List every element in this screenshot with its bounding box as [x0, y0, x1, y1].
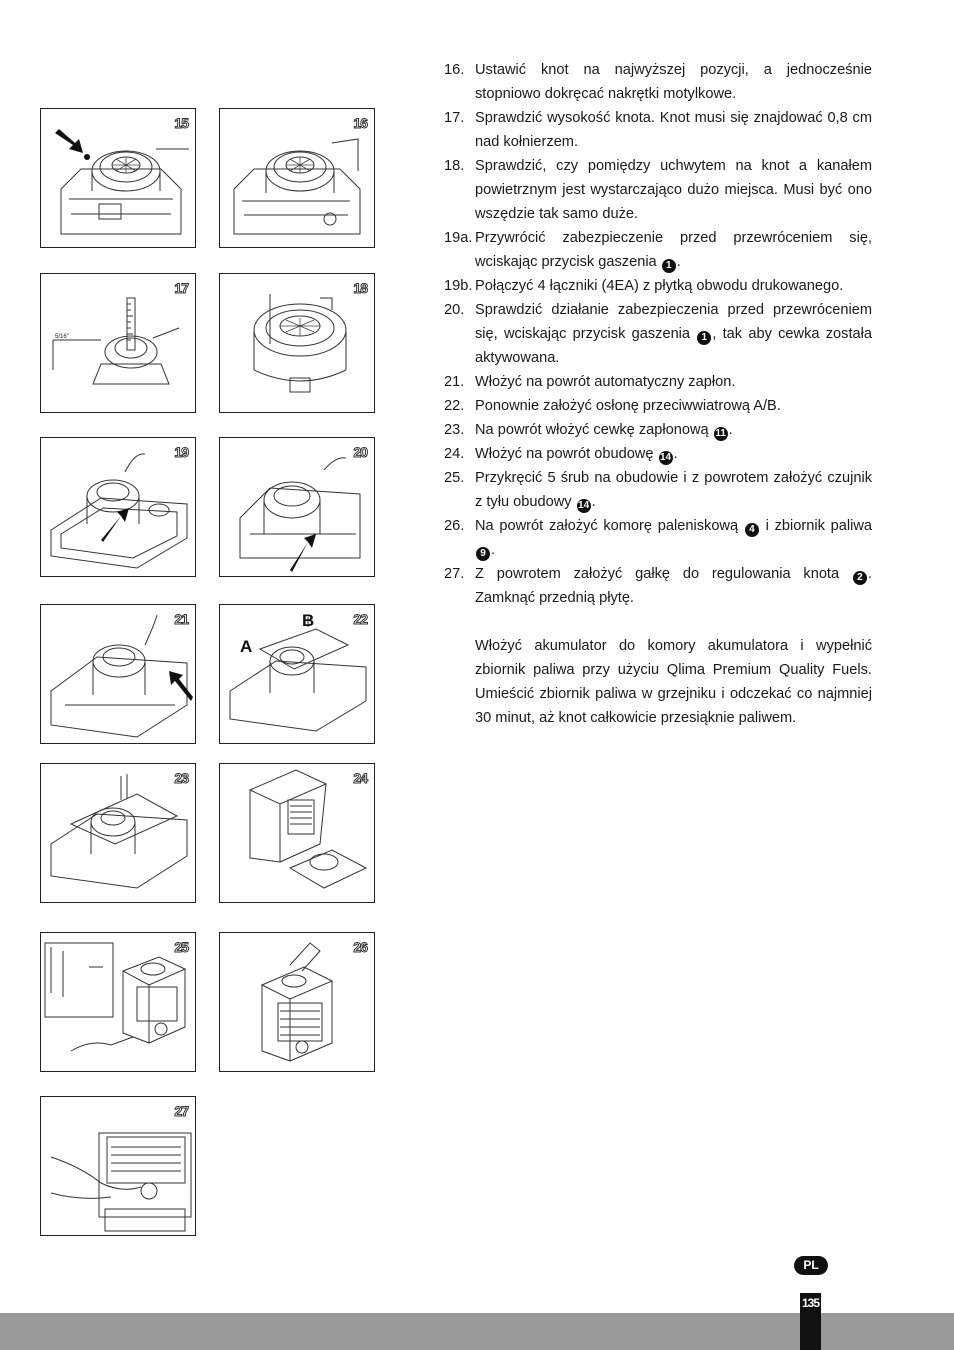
step-22: [444, 394, 872, 418]
step-number: 22.: [444, 398, 465, 414]
figure-number: 15: [174, 115, 188, 131]
step-text: Ponownie założyć osłonę przeciwwiatrową A/B.: [475, 398, 781, 414]
step-number: 16.: [444, 62, 465, 78]
figure-22: [219, 604, 375, 744]
step-text: Sprawdzić działanie zabezpieczenia przed przewróceniem się, wciskając przycisk gaszenia 1 , tak aby cewka została aktywowana.: [475, 302, 872, 366]
part-number-badge: 1: [697, 331, 711, 345]
figure-21: [40, 604, 196, 744]
step-26: [444, 514, 872, 562]
step-number: 21.: [444, 374, 465, 390]
figure-number: 22: [353, 611, 367, 627]
instruction-list: [444, 58, 872, 610]
figure-number: 19: [174, 444, 188, 460]
figure-20: [219, 437, 375, 577]
figure-number: 21: [174, 611, 188, 627]
step-20: [444, 298, 872, 370]
step-text: Na powrót włożyć cewkę zapłonową 11 .: [475, 422, 733, 439]
step-number: 27.: [444, 566, 465, 582]
part-number-badge: 1: [662, 259, 676, 273]
assembly-illustration: [220, 438, 375, 577]
figure-number: 18: [353, 280, 367, 296]
burner-closeup-illustration: [220, 274, 375, 413]
step-text: Przykręcić 5 śrub na obudowie i z powrotem założyć czujnik z tyłu obudowy 14 .: [475, 470, 872, 511]
ignition-illustration: [41, 605, 196, 744]
wick-height-illustration: [41, 274, 196, 413]
step-number: 17.: [444, 110, 465, 126]
windshield-illustration: [220, 605, 375, 744]
part-number-badge: 9: [476, 547, 490, 561]
step-number: 25.: [444, 470, 465, 486]
figure-26: [219, 932, 375, 1072]
burner-illustration: [41, 109, 196, 248]
screws-illustration: [41, 933, 196, 1072]
figure-15: [40, 108, 196, 248]
figure-18: [219, 273, 375, 413]
housing-illustration: [220, 764, 375, 903]
step-19b: [444, 274, 872, 298]
label-a: A: [240, 637, 253, 656]
label-b: B: [302, 611, 315, 630]
step-number: 19b.: [444, 278, 473, 294]
step-21: [444, 370, 872, 394]
figure-number: 25: [174, 939, 188, 955]
arrow-icon: [55, 129, 83, 153]
figure-16: [219, 108, 375, 248]
step-24: [444, 442, 872, 466]
step-text: Połączyć 4 łączniki (4EA) z płytką obwodu drukowanego.: [475, 278, 844, 294]
step-number: 18.: [444, 158, 465, 174]
figure-number: 17: [174, 280, 188, 296]
step-text: Włożyć na powrót automatyczny zapłon.: [475, 374, 736, 390]
step-23: [444, 418, 872, 442]
figure-number: 16: [353, 115, 367, 131]
step-16: [444, 58, 872, 106]
heater-illustration: [220, 933, 375, 1072]
step-text: Z powrotem założyć gałkę do regulowania knota 2 . Zamknąć przednią płytę.: [475, 566, 872, 606]
step-text: Na powrót założyć komorę paleniskową 4 i zbiornik paliwa 9 .: [475, 518, 872, 559]
figure-23: [40, 763, 196, 903]
step-25: [444, 466, 872, 514]
part-number-badge: 2: [853, 571, 867, 585]
step-text: Włożyć na powrót obudowę 14 .: [475, 446, 678, 463]
language-badge: PL: [794, 1256, 828, 1275]
part-number-badge: 14: [659, 452, 672, 463]
part-number-badge: 4: [745, 523, 759, 537]
part-number-badge: 11: [715, 428, 726, 439]
measurement-label: 5/16": [55, 334, 69, 340]
step-text: Sprawdzić, czy pomiędzy uchwytem na knot a kanałem powietrznym jest wystarczająco dużo miejsca. Musi być ono wszędzie tak samo duże.: [475, 158, 872, 222]
step-text: Przywrócić zabezpieczenie przed przewróceniem się, wciskając przycisk gaszenia 1 .: [475, 230, 872, 271]
figure-number: 26: [353, 939, 367, 955]
step-19a: [444, 226, 872, 274]
part-number-badge: 14: [578, 500, 590, 511]
burner-illustration: [220, 109, 375, 248]
figure-24: [219, 763, 375, 903]
step-17: [444, 106, 872, 154]
step-number: 24.: [444, 446, 465, 462]
figure-19: [40, 437, 196, 577]
figure-25: [40, 932, 196, 1072]
step-text: Sprawdzić wysokość knota. Knot musi się znajdować 0,8 cm nad kołnierzem.: [475, 110, 872, 150]
page-number: 135: [801, 1296, 820, 1310]
figure-number: 27: [174, 1103, 188, 1119]
arrow-icon: [101, 508, 129, 542]
step-number: 19a.: [444, 230, 473, 246]
assembly-illustration: [41, 438, 196, 577]
closing-paragraph: Włożyć akumulator do komory akumulatora i wypełnić zbiornik paliwa przy użyciu Qlima Premium Quality Fuels. Umieścić zbiornik paliwa w grzejniku i odczekać co najmniej 30 minut, aż knot całkowicie przesiąknie paliwem.: [475, 638, 872, 726]
figure-17: [40, 273, 196, 413]
step-number: 23.: [444, 422, 465, 438]
step-27: [444, 562, 872, 610]
coil-illustration: [41, 764, 196, 903]
knob-illustration: [41, 1097, 196, 1236]
arrow-icon: [290, 534, 316, 572]
figure-number: 23: [174, 770, 188, 786]
step-18: [444, 154, 872, 226]
step-number: 26.: [444, 518, 465, 534]
step-number: 20.: [444, 302, 465, 318]
figure-27: [40, 1096, 196, 1236]
figure-number: 24: [353, 770, 367, 786]
figure-number: 20: [353, 444, 367, 460]
arrow-icon: [169, 671, 193, 701]
step-text: Ustawić knot na najwyższej pozycji, a jednocześnie stopniowo dokręcać nakrętki motylkowe.: [475, 62, 872, 102]
